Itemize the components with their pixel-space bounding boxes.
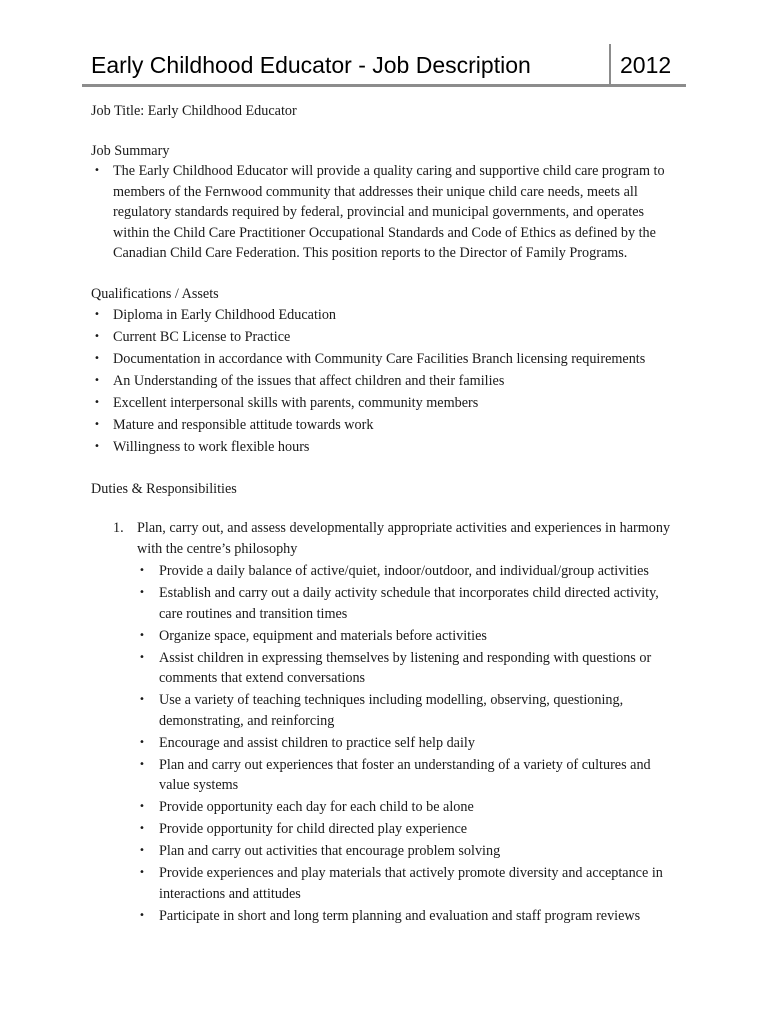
list-item-text: Excellent interpersonal skills with parents, community members [113, 394, 479, 411]
duty-subitem [137, 626, 681, 647]
list-item-text: An Understanding of the issues that affect children and their families [113, 372, 505, 389]
duty-item [113, 518, 681, 926]
list-item-text: Provide a daily balance of active/quiet, indoor/outdoor, and individual/group activities [159, 563, 649, 579]
bullet-icon: • [139, 629, 145, 641]
list-item-text: Provide opportunity each day for each child to be alone [159, 799, 474, 815]
qualification-item [91, 327, 681, 348]
qualification-item [91, 305, 681, 326]
qualification-item [91, 415, 681, 436]
qualification-item [91, 371, 681, 392]
bullet-icon: • [94, 440, 100, 452]
bullet-icon: • [94, 330, 100, 342]
duty-number: 1. [113, 520, 124, 536]
list-item-text: Current BC License to Practice [113, 328, 291, 345]
bullet-icon: • [139, 694, 145, 705]
bullet-icon: • [94, 418, 100, 430]
bullet-icon: • [139, 587, 145, 598]
bullet-icon: • [139, 801, 145, 812]
header-divider [609, 44, 611, 84]
list-item-text: Provide experiences and play materials that actively promote diversity and acceptance in interactions and attitudes [159, 865, 663, 902]
duty-subitem [137, 733, 681, 754]
list-item-text: Diploma in Early Childhood Education [113, 306, 337, 323]
duty-subitem [137, 583, 681, 624]
qualification-item [91, 393, 681, 414]
summary-item [91, 161, 681, 264]
bullet-icon: • [139, 651, 145, 663]
duty-subitems [137, 561, 681, 926]
list-item-text: Organize space, equipment and materials before activities [159, 627, 487, 644]
bullet-icon: • [139, 565, 145, 576]
bullet-icon: • [94, 396, 100, 408]
duty-subitem [137, 906, 681, 927]
duty-subitem [137, 755, 681, 796]
qualifications-list [91, 305, 681, 458]
bullet-icon: • [139, 845, 145, 856]
list-item-text: Encourage and assist children to practice self help daily [159, 734, 475, 751]
duties-list [91, 518, 681, 926]
bullet-icon: • [94, 374, 100, 386]
list-item-text: Use a variety of teaching techniques including modelling, observing, questioning, demonstrating, and reinforcing [159, 692, 624, 729]
list-item-text: Mature and responsible attitude towards work [113, 416, 374, 433]
page-header [82, 44, 686, 87]
job-title-line: Job Title: Early Childhood Educator [91, 103, 297, 119]
list-item-text: Plan and carry out experiences that foster an understanding of a variety of cultures and value systems [159, 756, 651, 793]
duty-subitem [137, 841, 681, 862]
qualifications-heading: Qualifications / Assets [91, 286, 219, 302]
duty-subitem [137, 561, 681, 582]
bullet-icon: • [139, 736, 145, 748]
qualification-item [91, 437, 681, 458]
qualification-item [91, 349, 681, 370]
list-item-text: Participate in short and long term planning and evaluation and staff program reviews [159, 907, 641, 924]
bullet-icon: • [94, 308, 100, 320]
list-item-text: The Early Childhood Educator will provide a quality caring and supportive child care program to members of the Fernwood community that addresses their unique child care needs, meets all regulatory standards required by federal, provincial and municipal governments, and operates within the Child Care Practitioner Occupational Standards and Code of Ethics as defined by the Canadian Child Care Federation. This position reports to the Director of Family Programs. [113, 163, 665, 261]
bullet-icon: • [94, 165, 100, 176]
list-item-text: Provide opportunity for child directed play experience [159, 821, 468, 837]
job-summary-list [91, 161, 681, 264]
document-title: Early Childhood Educator - Job Description [91, 52, 531, 78]
duty-subitem [137, 797, 681, 818]
bullet-icon: • [139, 867, 145, 878]
job-summary-heading: Job Summary [91, 142, 170, 159]
bullet-icon: • [139, 909, 145, 921]
bullet-icon: • [139, 758, 145, 770]
list-item-text: Documentation in accordance with Community Care Facilities Branch licensing requirements [113, 350, 646, 367]
duties-heading: Duties & Responsibilities [91, 480, 237, 497]
document-year: 2012 [620, 52, 672, 78]
list-item-text: Establish and carry out a daily activity schedule that incorporates child directed activity, care routines and transition times [159, 585, 659, 622]
list-item-text: Assist children in expressing themselves by listening and responding with questions or comments that extend conversations [159, 649, 652, 686]
duty-subitem [137, 863, 681, 904]
bullet-icon: • [139, 823, 145, 834]
duty-text: Plan, carry out, and assess developmentally appropriate activities and experiences in harmony with the centre’s philosophy [137, 520, 671, 557]
list-item-text: Willingness to work flexible hours [113, 438, 310, 455]
document-body [91, 101, 681, 928]
duty-subitem [137, 648, 681, 689]
bullet-icon: • [94, 352, 100, 364]
list-item-text: Plan and carry out activities that encourage problem solving [159, 843, 501, 859]
duty-subitem [137, 690, 681, 731]
duty-subitem [137, 819, 681, 840]
